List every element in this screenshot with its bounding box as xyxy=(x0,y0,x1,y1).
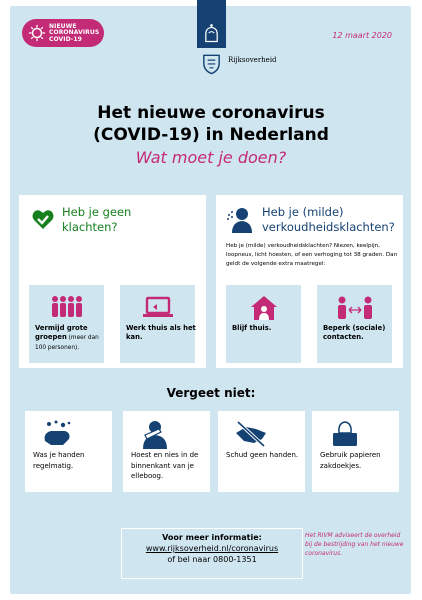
page-subtitle: Wat moet je doen? xyxy=(135,148,287,167)
avoid-groups-bold: Vermijd grote groepen xyxy=(35,324,88,341)
no-complaints-heading xyxy=(62,205,131,235)
tip-cough-elbow xyxy=(123,411,210,492)
work-home-bold: Werk thuis als het kan. xyxy=(126,324,196,341)
work-home-label xyxy=(126,324,196,342)
avoid-groups-card xyxy=(29,285,104,363)
sneezing-person-icon xyxy=(226,205,254,233)
complaints-heading-line2: verkoudheidsklachten? xyxy=(262,220,395,234)
limit-contacts-label xyxy=(323,324,393,342)
complaints-description: Heb je (milde) verkoudheidsklachten? Niezen, keelpijn, loopneus, licht hoesten, of een verhoging tot 38 graden. Dan geldt de volgende extra maatregel: xyxy=(226,243,398,267)
tip-cough-elbow-text: Hoest en nies in de binnenkant van je elleboog. xyxy=(131,451,199,480)
no-complaints-panel xyxy=(19,195,206,368)
page-title: Het nieuwe coronavirus xyxy=(97,103,325,123)
no-complaints-heading-line2: klachten? xyxy=(62,220,118,234)
badge-line2: CORONAVIRUS xyxy=(49,29,100,37)
page-title-line2: (COVID-19) in Nederland xyxy=(93,125,329,145)
reminder-heading: Vergeet niet: xyxy=(166,386,256,400)
limit-contacts-card xyxy=(317,285,392,363)
logo-text: Rijksoverheid xyxy=(228,56,277,64)
avoid-groups-label xyxy=(35,324,105,353)
info-link[interactable]: www.rijksoverheid.nl/coronavirus xyxy=(145,544,279,553)
tip-wash-hands-text: Was je handen regelmatig. xyxy=(33,451,85,470)
tip-tissues-text: Gebruik papieren zakdoekjes. xyxy=(320,451,381,470)
tip-wash-hands xyxy=(25,411,112,492)
tip-no-handshake xyxy=(218,411,305,492)
publication-date: 12 maart 2020 xyxy=(332,31,392,40)
crest-icon xyxy=(200,51,223,75)
tip-tissues xyxy=(312,411,399,492)
virus-icon xyxy=(28,24,46,42)
stay-home-label xyxy=(232,324,302,333)
complaints-heading-line1: Heb je (milde) xyxy=(262,205,344,219)
laptop-icon xyxy=(138,294,178,322)
group-icon xyxy=(47,294,87,322)
limit-contacts-bold: Beperk (sociale) contacten. xyxy=(323,324,386,341)
stay-home-bold: Blijf thuis. xyxy=(232,324,272,332)
avoid-groups-detail: (meer dan 100 personen). xyxy=(35,335,99,351)
tip-no-handshake-text: Schud geen handen. xyxy=(226,451,299,459)
checkmark-heart-icon xyxy=(31,207,55,231)
logo-ribbon xyxy=(197,0,226,48)
cough-elbow-icon xyxy=(137,419,175,449)
complaints-heading xyxy=(262,205,395,235)
badge-line3: COVID-19 xyxy=(49,35,82,43)
stay-home-card xyxy=(226,285,301,363)
lion-icon xyxy=(202,22,221,44)
home-icon xyxy=(244,294,284,322)
no-complaints-heading-line1: Heb je geen xyxy=(62,205,132,219)
work-home-card xyxy=(120,285,195,363)
rivm-note: Het RIVM adviseert de overheid bij de bestrijding van het nieuwe coronavirus. xyxy=(305,532,404,557)
badge-line1: NIEUWE xyxy=(49,23,77,30)
complaints-panel xyxy=(216,195,403,368)
info-box xyxy=(121,528,303,579)
handwash-icon xyxy=(39,419,77,449)
no-handshake-icon xyxy=(232,419,270,449)
distance-icon xyxy=(335,294,375,322)
tissue-icon xyxy=(326,419,364,449)
info-heading: Voor meer informatie: xyxy=(162,533,262,542)
coronavirus-badge xyxy=(22,19,104,47)
info-phone: of bel naar 0800-1351 xyxy=(167,555,257,564)
